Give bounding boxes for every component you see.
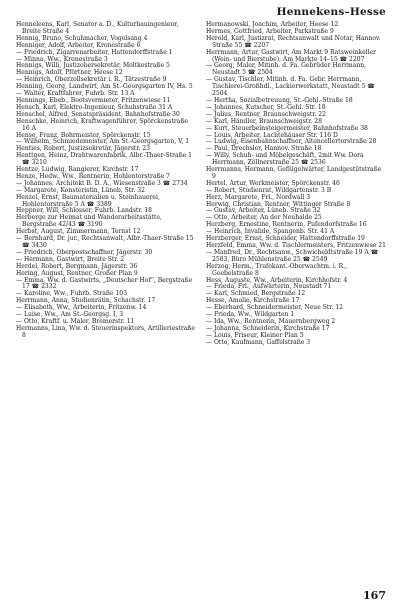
directory-entry: — Karl, Händler, Braunschweigstr. 28 [206,117,322,125]
directory-entry: — Robert, Studienrat, Wildgartenstr. 3 B [206,186,332,194]
directory-entry: Herold, Karl, Justizrat, Rechtsanwalt und Notar, Hannov. Straße 55 ☎ 2207 [206,34,381,49]
directory-entry: — Luise, Ww., Am St.-Georgsg. I, 3 [16,311,124,319]
directory-entry: Herrmann, Artur, Gastwirt, Am Markt 9 Ratsweinkeller (Wein- und Bierstube), Am Markte 14–15 ☎ 2207 [206,48,376,63]
directory-entry: — Otto, Kraftf. u. Maler, Bremerstr. 11 [16,317,135,325]
directory-entry: Hermanns, Lina, Ww. d. Steuerinspektors, Artilleriestraße 8 [16,324,195,339]
directory-entry: Herz, Margarete, Frl., Nordwall 3 [206,193,311,201]
directory-entry: — Gustav, Arbeiter, Lüneb. Straße 32 [206,207,321,215]
directory-entry: Herberge zur Heimat und Wanderarbeitsstätte, Bergstraße 42/43 ☎ 3190 [16,214,162,229]
directory-entry: — Eberhard, Schneidermeister, Neue Str. 12 [206,304,344,312]
directory-entry: — Johannes, Architekt B. D. A., Wiesenstraße 3 ☎ 2734 [16,179,188,187]
header-title: Hennekens–Hesse [276,6,386,18]
directory-entry: — Hertha, Sozialbetreuung, St.-Gehl.-Straße 18 [206,96,353,104]
directory-entry: Hering, August, Rentner, Großer Plan 9 [16,269,138,277]
directory-entry: — Frieda, Frl., Aufwärterin, Neustadt 71 [206,283,332,291]
directory-entry: Herzberg, Ernestine, Rentnerin, Pufendorfstraße 16 [206,221,367,229]
directory-entry: Hermes, Gottfried, Arbeiter, Parkstraße 9 [206,27,334,35]
directory-entry: Henniger, Adolf, Arbeiter, Kronestraße 6 [16,41,141,49]
directory-entry: — Frieda, Ww., Wildgarten 1 [206,311,295,319]
directory-entry: Henttgen, Heinz, Drahtwarenfabrik, Albr.-Thaer-Straße 1 ☎ 3210 [16,152,193,167]
directory-entry: — Manfred, Dr., Rechtsanw., Schwicheldtstraße 19 A ☎ 2583, Büro Mühlenstraße 25 ☎ 2549 [206,248,379,263]
directory-entry: — Julius, Rentner, Braunschweigstr. 22 [206,110,326,118]
directory-entry: — Friedrich, Zigarrenarbeiter, Hattendorffstraße 1 [16,48,173,56]
directory-entry: — Paul, Drechsler, Hannov. Straße 18 [206,145,322,153]
directory-entry: Herzog, Herm., Trafokant.-Oberwachtm. i. R., Goebelstraße 8 [206,262,348,277]
directory-entry: Hermanowski, Joachim, Arbeiter, Heese 12 [206,21,339,28]
directory-entry: — Heinrich, Oberzollsekretär i. R., Tätzestraße 9 [16,76,167,84]
directory-entry: Hess, Auguste, Ww., Arbeiterin, Kirchhofstr. 4 [206,276,348,284]
directory-entry: — Ida, Ww., Rentnerin, Mauernbergweg 2 [206,317,336,325]
directory-entry: — Otto, Kaufmann, Gaffelstraße 3 [206,338,311,346]
directory-entry: Hertel, Artur, Werkmeister, Spörckenstr. 46 [206,179,340,187]
directory-entry: — Margarete, Konsteristin, Lüneb. Str. 32 [16,186,145,194]
directory-entry: Hennigs, Adolf, Pförtner, Heese 12 [16,69,123,77]
directory-entry: — Louis, Arbeiter, Lachtehäuser Str. 116 D [206,131,338,139]
directory-entry: Hense, Franz, Bohrmeister, Spörckenstr. 15 [16,131,151,139]
directory-entry: — Johannes, Kutscher, St.-Gehl. Str. 18 [206,103,326,111]
directory-entry: Hennings, Ebeb., Bootsvermieter, Fritzenwiese 11 [16,96,171,104]
directory-entry: — Karoline, Ww., Fuhrb. Straße 103 [16,290,127,298]
directory-entry: — Johanna, Schneiderin, Kirchstraße 17 [206,324,330,332]
directory-entry: Herrmanns, Hermann, Geflügelwärter, Landgestütstraße 9 [206,166,382,180]
directory-entry: Herrmann, Anna, Studienrätin, Schachstr. 17 [16,297,156,305]
directory-entry: Henties, Robert, Justizsekretär, Jägerstr. 23 [16,145,151,153]
directory-entry: Heppner, Will, Schlosser, Fuhrb. Landstr. 18 [16,207,153,215]
directory-entry: — Louis, Friseur, Kleiner Plan 5 [206,331,304,339]
directory-entry: — Gustav, Tischler, Mitinh. d. Fa. Gebr. Herrmann, Tischlerei-Großhdl., Lackierwerkstatt, Neustadt 5 ☎ 2504 [206,76,375,98]
directory-entry: Hennigs, Willi, Justizobersekretär, Moltkestraße 5 [16,62,170,70]
directory-entry: — Minna, Ww., Kronestraße 3 [16,55,108,63]
directory-columns [16,22,386,347]
directory-entry: — Georg, Maler, Mitinh. d. Fa. Gebrüder Herrmann, Neustadt 5 ☎ 2504 [206,62,367,77]
directory-entry: Henze, Hedw., Ww., Rentnerin, Hohlentorstraße 7 [16,172,170,180]
directory-entry: Hensch, Karl, Elektro-Ingenieur, Schuhstraße 31 A [16,103,173,111]
directory-entry: Henschke, Heinrich, Kraftwagenführer, Spörckenstraße 16 A [16,117,188,132]
directory-entry: — Ludwig, Eisenbahnschaffner, Altencellertorstraße 28 [206,138,377,146]
directory-entry: — Elisabeth, Ww., Arbeiterin, Fritzenw. 14 [16,304,147,312]
directory-entry: Hentze, Ludwig, Rangierer, Kirchstr. 17 [16,166,139,174]
directory-entry: Herzfeld, Emma, Ww. d. Tischlermeisters, Fritzenwiese 21 [206,242,387,249]
directory-entry: — Karl, Schmied, Bergstraße 12 [206,290,306,298]
page-number: 167 [363,589,386,602]
directory-entry: — Wilhelm, Schmiedemeister, Am St.-Georgsgarten, V, 1 [16,138,190,146]
directory-entry: Herbst, August, Zimmermann, Ternst 12 [16,228,141,236]
page-header [16,6,386,20]
directory-entry: Hennig, Bruno, Schuhmacher, Vogelsang 4 [16,34,148,42]
right-column [206,22,386,347]
directory-entry: Henneleens, Karl, Senator a. D., Kulturbauingenieur, Breite Straße 4 [16,21,179,35]
directory-entry: — Walter, Kraftfahrer, Fuhrb. Str. 13 A [16,90,135,98]
directory-entry: — Friedrich, Oberpostschaffner, Jägerstr. 30 [16,248,153,256]
directory-entry: — Kurt, Steuerbeinsteigermeister, Bahnhofstraße 38 [206,124,368,132]
directory-entry: Herdel, Robert, Bergmann, Jägerstr. 36 [16,262,138,270]
directory-entry: — Bernhard, Dr. jur., Rechtsanwalt, Albr.-Thaer-Straße 15 ☎ 3430 [16,235,194,249]
directory-entry: — Emma, Ww. d. Gastwirts, „Deutscher Hof“, Bergstraße 17 ☎ 2332 [16,276,193,291]
directory-entry: Herwig, Christian, Rentner, Wittinger Straße 8 [206,200,351,208]
directory-entry: Henzel, Ernst, Baumaterialien u. Steinhauerei, Hohlentorstraße 5 A ☎ 3389 [16,193,160,208]
directory-entry: — Heinrich, Invalide, Spangenb. Str. 41 A [206,228,335,236]
directory-entry: — Otto, Arbeiter, An der Neuhalde 25 [206,214,322,222]
directory-entry: Henning, Georg, Landwirt, Am St.-Georgsgarten IV, Hs. 5 [16,83,193,91]
directory-entry: Hesse, Amalie, Kirchstraße 17 [206,297,300,305]
directory-entry: Henschel, Alfred, Senatspräsident, Bahnhofstraße 30 [16,110,180,118]
left-column [16,22,196,347]
directory-entry: — Willy, Schuh- und Möbelgeschäft, 2mit Ww. Dora Herrmann, Zöllnerstraße 25 ☎ 2536 [206,152,364,167]
directory-entry: Herzberger, Ernst, Schneider, Hattendorffstraße 19 [206,235,365,243]
directory-entry: — Hermann, Gastwirt, Breite Str. 2 [16,255,125,263]
